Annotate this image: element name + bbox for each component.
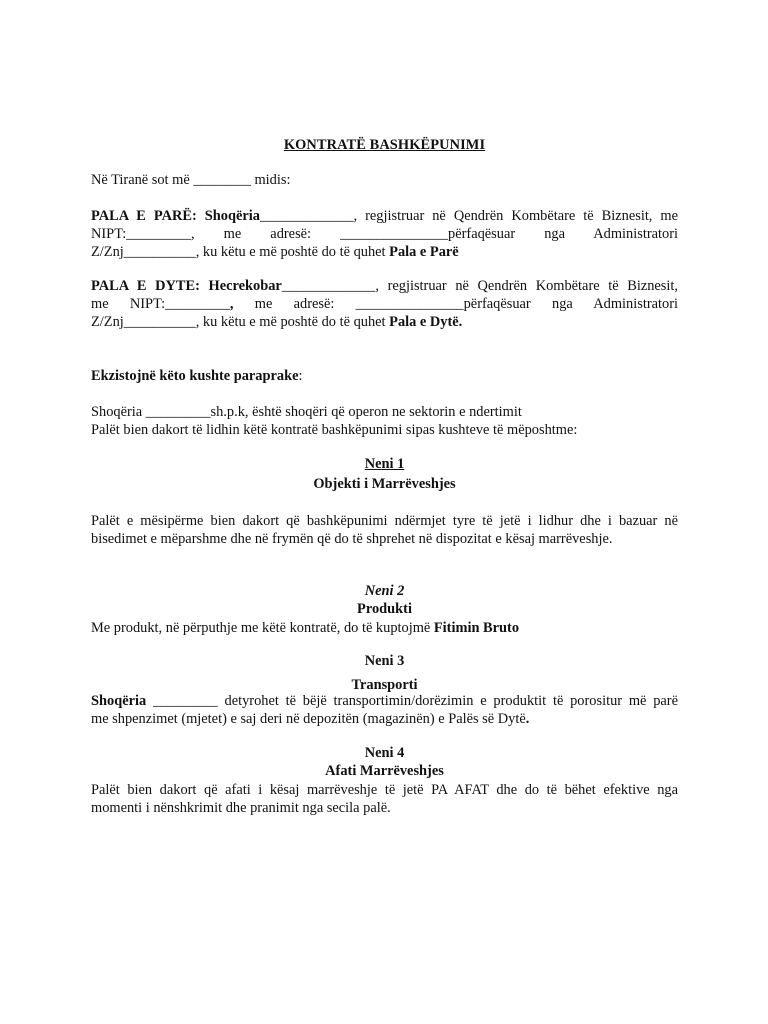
article-2-text [91,619,678,637]
party-two-line-3 [91,313,678,331]
party-two-section [91,277,678,331]
article-3-number: Neni 3 [364,653,405,669]
party-one-company: Shoqëria [204,208,260,224]
party-two-label: PALA E DYTE: [91,278,200,294]
article-2-text-bold: Fitimin Bruto [433,620,520,636]
party-two-line-3-text: Z/Znj__________, ku këtu e më poshtë do të quhet [91,314,390,330]
preconditions-heading-colon: : [298,368,303,384]
document-title: KONTRATË BASHKËPUNIMI [283,137,486,153]
article-2-text-pre: Me produkt, në përputhje me këtë kontratë, do të kuptojmë [91,620,434,636]
article-2-heading [91,582,678,618]
party-two-line-2-comma: , [229,296,234,312]
party-one-line-1 [91,207,678,225]
intro-text: Në Tiranë sot më ________ midis: [91,172,291,188]
article-2-title: Produkti [357,601,412,617]
preconditions-heading [91,367,678,385]
article-2-body [91,619,678,637]
article-3-line-2 [91,710,678,728]
party-one-label: PALA E PARË: [91,208,197,224]
article-3-company: Shoqëria [91,693,147,709]
article-1-body [91,512,678,548]
article-2-number: Neni 2 [364,583,405,599]
party-one-line-3 [91,243,678,261]
article-3-line-2-pre: me shpenzimet (mjetet) e saj deri në depozitën (magazinën) e Palës së Dytë [91,711,526,727]
article-3-line-2-period: . [525,711,530,727]
article-3-body [91,692,678,728]
preconditions-heading-block [91,367,678,385]
party-one-line-1-rest: _____________, regjistruar në Qendrën Kombëtare të Biznesit, me [259,208,678,224]
party-two-line-2 [91,295,678,313]
article-1-title: Objekti i Marrëveshjes [313,476,456,492]
article-4-number: Neni 4 [364,745,405,761]
article-4-line-2: momenti i nënshkrimit dhe pranimit nga secila palë. [91,800,391,816]
party-two-line-2-post: me adresë: _______________përfaqësuar nga Administratori [233,296,679,312]
article-4-body [91,781,678,817]
article-1-number: Neni 1 [364,456,405,472]
party-two-line-1 [91,277,678,295]
article-4-line-1: Palët bien dakort që afati i kësaj marrëveshje të jetë PA AFAT dhe do të bëhet efektive nga [91,782,678,798]
intro-line [91,171,678,189]
article-3-line-1-rest: _________ detyrohet të bëjë transportimin/dorëzimin e produktit të porositur më parë [146,693,678,709]
party-one-line-2: NIPT:_________, me adresë: _______________përfaqësuar nga Administratori [91,226,678,242]
article-3-heading [91,652,678,694]
article-1-heading [91,455,678,493]
party-one-line-3-text: Z/Znj__________, ku këtu e më poshtë do të quhet [91,244,390,260]
preconditions-heading-text: Ekzistojnë këto kushte paraprake [91,368,299,384]
party-two-line-1-rest: _____________, regjistruar në Qendrën Kombëtare të Biznesit, [281,278,678,294]
article-3-line-1 [91,692,678,710]
party-one-designation: Pala e Parë [389,244,459,260]
party-two-designation: Pala e Dytë. [389,314,463,330]
preconditions-line-1: Shoqëria _________sh.p.k, është shoqëri që operon ne sektorin e ndertimit [91,404,522,420]
article-1-line-1: Palët e mësipërme bien dakort që bashkëpunimi ndërmjet tyre të jetë i lidhur dhe i bazuar në [91,513,678,529]
preconditions-line-2: Palët bien dakort të lidhin këtë kontratë bashkëpunimi sipas kushteve të mëposhtme: [91,422,578,438]
article-4-title: Afati Marrëveshjes [325,763,444,779]
party-one-section [91,207,678,261]
article-1-line-2: bisedimet e mëparshme dhe në frymën që do të shprehet në dispozitat e kësaj marrëveshje. [91,531,613,547]
article-4-heading [91,744,678,780]
preconditions-body [91,403,678,439]
party-two-company: Hecrekobar [208,278,282,294]
article-3-title: Transporti [351,677,418,693]
party-two-line-2-pre: me NIPT:_________ [91,296,230,312]
